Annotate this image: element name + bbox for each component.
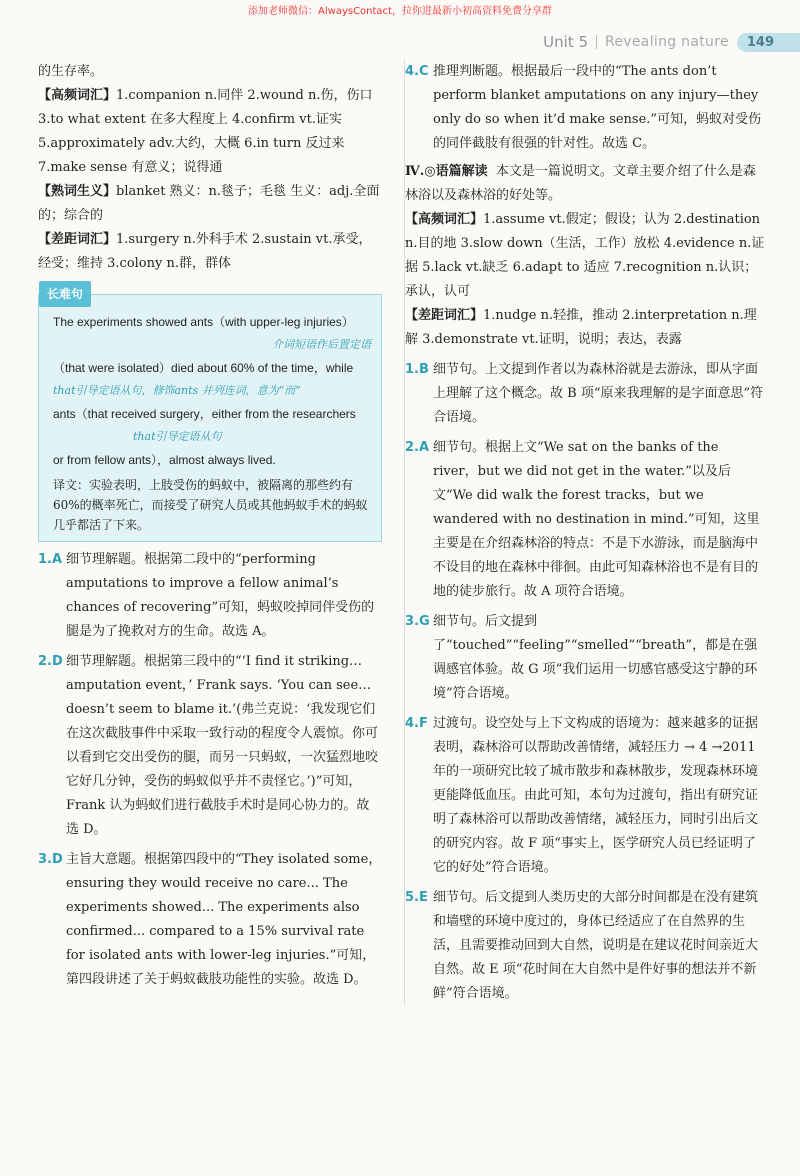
answer-label: 2.D xyxy=(38,654,63,669)
answer-label: 3.D xyxy=(38,852,63,867)
vocab-tag: 【差距词汇】 xyxy=(38,232,117,247)
section-summary: 本文是一篇说明文。文章主要介绍了什么是森林浴以及森林浴的好处等。 xyxy=(405,164,756,203)
vocab-text: 1.companion n.同伴 2.wound n.伤，伤口 3.to what extent 在多大程度上 4.confirm vt.证实 5.approximately adv.大约，大概 6.in turn 反过来 7.make sense 有意义；说得通 xyxy=(38,88,373,175)
vocab-tag: 【差距词汇】 xyxy=(405,308,484,323)
answer-text: 细节句。根据上文“We sat on the banks of the river，but we did not get in the water.”以及后文“We did walk the forest tracks，but we wandered with no destination in mind.”可知，这里主要是在介绍森林浴的特点：不是下水游泳，而是脑海中不设目的地在森林中徘徊。由此可知森林浴也不是有目的地的徒步旅行。故 A 项符合语境。 xyxy=(433,440,760,599)
answer-label: 1.B xyxy=(405,362,429,377)
vocab-text: 1.assume vt.假定；假设；认为 2.destination n.目的地 3.slow down（生活，工作）放松 4.evidence n.证据 5.lack vt.缺乏 6.adapt to 适应 7.recognition n.认识；承认，认可 xyxy=(405,212,765,299)
vocab-text: blanket 熟义：n.毯子；毛毯 生义：adj.全面的；综合的 xyxy=(38,184,380,223)
answer-label: 5.E xyxy=(405,890,428,905)
unit-subtitle: Revealing nature xyxy=(605,34,729,50)
answer-text: 细节理解题。根据第二段中的“performing amputations to improve a fellow animal’s chances of recovering”可知，蚂蚁咬掉同伴受伤的腿是为了挽救对方的生命。故选 A。 xyxy=(66,552,375,639)
grammar-annotation: that引导定语从句，修饰ants 并列连词，意为“而” xyxy=(53,384,301,397)
intro-text: 的生存率。 xyxy=(38,64,104,79)
vocab-tag: 【熟词生义】 xyxy=(38,184,117,199)
translation: 译文：实验表明，上肢受伤的蚂蚁中，被隔离的那些约有60%的概率死亡，而接受了研究人员或其他蚂蚁手术的蚂蚁几乎都活了下来。 xyxy=(53,478,368,532)
section-heading: Ⅳ.◎语篇解读 xyxy=(405,164,488,179)
sentence-line: or from fellow ants），almost always lived. xyxy=(53,453,276,467)
answer-text: 主旨大意题。根据第四段中的“They isolated some，ensuring they would receive no care... The experiments showed... The experiments also confirmed... compared to a 15% survival rate for isolated ants with lower-leg injuries.”可知，第四段讲述了关于蚂蚁截肢功能性的实验。故选 D。 xyxy=(66,852,382,987)
answer-item xyxy=(38,548,382,644)
top-watermark-note: 添加老师微信：AlwaysContact，拉你进最新小初高资料免费分享群 xyxy=(248,6,552,17)
answer-text: 细节句。后文提到人类历史的大部分时间都是在没有建筑和墙壁的环境中度过的，身体已经适应了在自然界的生活，且需要推动回到大自然，说明是在建议花时间亲近大自然。故 E 项“花时间在大自然中是件好事的想法并不新鲜”符合语境。 xyxy=(433,890,759,1001)
left-column xyxy=(38,60,382,992)
grammar-annotation: 介词短语作后置定语 xyxy=(272,338,371,351)
answer-label: 4.F xyxy=(405,716,428,731)
grammar-annotation: that引导定语从句 xyxy=(133,430,222,443)
sentence-line: The experiments showed ants（with upper-leg injuries） xyxy=(53,315,354,329)
page-number: 149 xyxy=(737,33,800,52)
answer-item xyxy=(405,60,765,156)
vocab-block xyxy=(405,208,765,304)
answer-text: 推理判断题。根据最后一段中的“The ants don’t perform blanket amputations on any injury—they only do so when it’d make sense.”可知，蚂蚁对受伤的同伴截肢有很强的针对性。故选 C。 xyxy=(433,64,762,151)
answer-item xyxy=(405,886,765,1006)
long-sentence-tag: 长难句 xyxy=(39,281,91,307)
vocab-tag: 【高频词汇】 xyxy=(405,212,484,227)
vocab-block xyxy=(38,180,382,228)
right-column xyxy=(404,60,765,1006)
sentence-line: ants（that received surgery，either from the researchers xyxy=(53,407,356,421)
vocab-block xyxy=(38,84,382,180)
answer-text: 过渡句。设空处与上下文构成的语境为：越来越多的证据表明，森林浴可以帮助改善情绪，减轻压力 → 4 →2011 年的一项研究比较了城市散步和森林散步，发现森林环境更能降低血压。由此可知，本句为过渡句，指出有研究证明了森林浴可以帮助改善情绪，减轻压力，同时引出后文的研究内容。故 F 项“事实上，医学研究人员已经证明了它的好处”符合语境。 xyxy=(433,716,759,875)
answer-label: 1.A xyxy=(38,552,63,567)
answer-item xyxy=(405,436,765,604)
unit-label: Unit 5 xyxy=(543,33,588,51)
sentence-line: （that were isolated）died about 60% of the time，while xyxy=(53,361,354,375)
answer-item xyxy=(38,650,382,842)
answer-label: 4.C xyxy=(405,64,429,79)
passage-overview xyxy=(405,160,765,208)
answer-text: 细节理解题。根据第三段中的“‘I find it striking… amputation event，’ Frank says. ‘You can see…doesn’t seem to blame it.’(弗兰克说：‘我发现它们在这次截肢事件中采取一致行动的程度令人震惊。你可以看到它交出受伤的腿，而另一只蚂蚁，一次猛烈地咬它好几分钟，受伤的蚂蚁似乎并不责怪它。’)”可知，Frank 认为蚂蚁们进行截肢手术时是同心协力的。故选 D。 xyxy=(66,654,379,837)
vocab-block xyxy=(38,228,382,276)
answer-item xyxy=(405,712,765,880)
header-divider xyxy=(596,35,597,49)
long-sentence-box xyxy=(38,287,382,542)
vocab-tag: 【高频词汇】 xyxy=(38,88,117,103)
answer-label: 3.G xyxy=(405,614,430,629)
answer-item xyxy=(38,848,382,992)
answer-label: 2.A xyxy=(405,440,430,455)
vocab-text: 1.nudge n.轻推，推动 2.interpretation n.理解 3.demonstrate vt.证明，说明；表达，表露 xyxy=(405,308,757,347)
page-header xyxy=(543,30,800,54)
vocab-block xyxy=(405,304,765,352)
answer-text: 细节句。后文提到了“touched”“feeling”“smelled”“breath”，都是在强调感官体验。故 G 项“我们运用一切感官感受这宁静的环境”符合语境。 xyxy=(433,614,758,701)
answer-text: 细节句。上文提到作者以为森林浴就是去游泳，即从字面上理解了这个概念。故 B 项“原来我理解的是字面意思”符合语境。 xyxy=(433,362,764,425)
vocab-text: 1.surgery n.外科手术 2.sustain vt.承受，经受；维持 3.colony n.群，群体 xyxy=(38,232,372,271)
answer-item xyxy=(405,358,765,430)
answer-item xyxy=(405,610,765,706)
